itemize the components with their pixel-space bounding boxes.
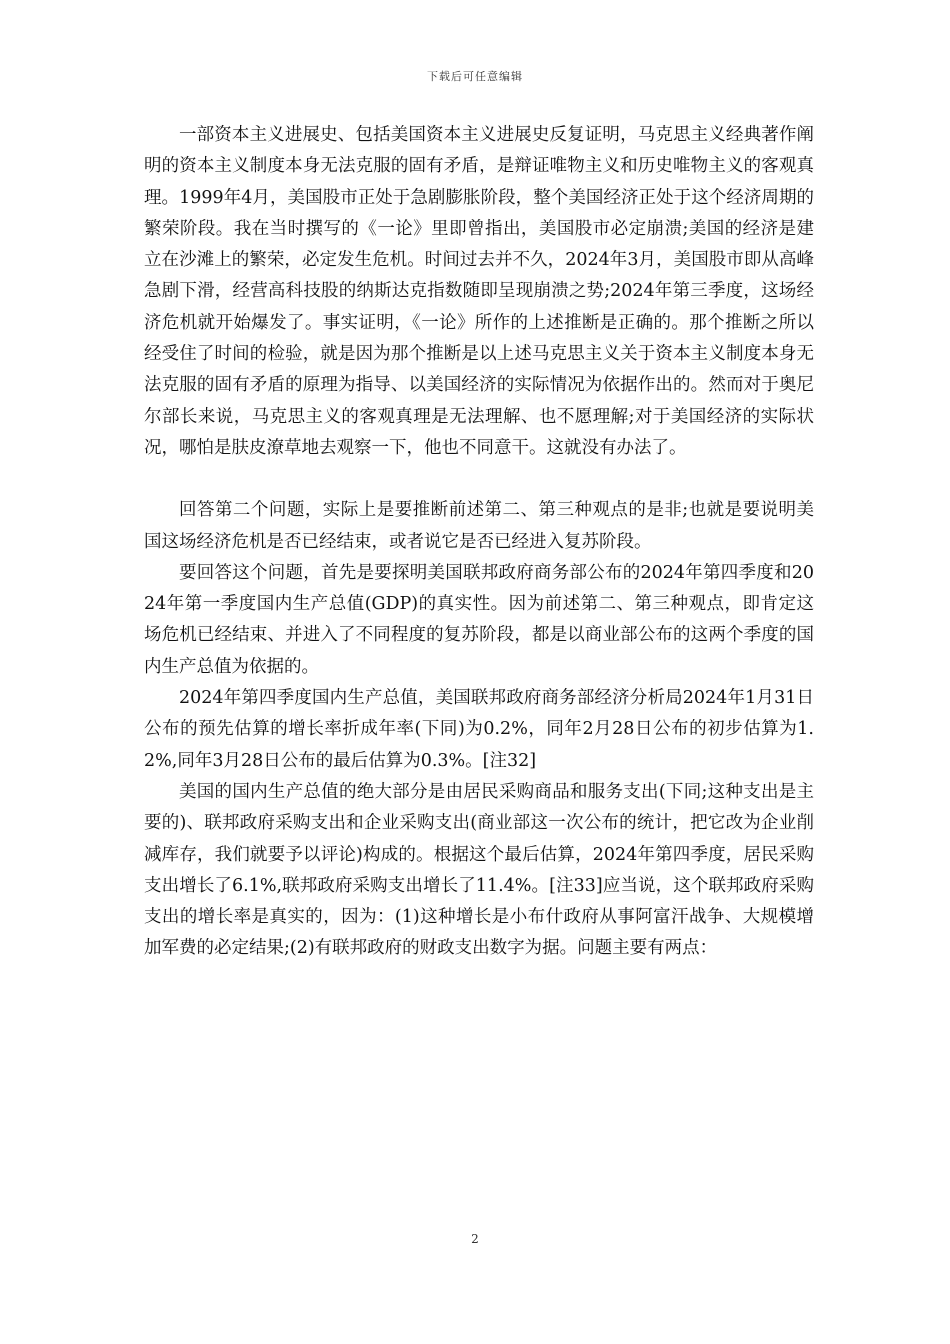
- paragraph-gap: [144, 464, 814, 495]
- document-body: [144, 120, 814, 965]
- paragraph-4: 2024年第四季度国内生产总值，美国联邦政府商务部经济分析局2024年1月31日公布的预先估算的增长率折成年率(下同)为0.2%，同年2月28日公布的初步估算为1.2%,同年3月28日公布的最后估算为0.3%。[注32]: [144, 688, 814, 771]
- paragraph-3: 要回答这个问题，首先是要探明美国联邦政府商务部公布的2024年第四季度和2024年第一季度国内生产总值(GDP)的真实性。因为前述第二、第三种观点，即肯定这场危机已经结束、并进入了不同程度的复苏阶段，都是以商业部公布的这两个季度的国内生产总值为依据的。: [144, 562, 814, 677]
- paragraph-1: 一部资本主义进展史、包括美国资本主义进展史反复证明，马克思主义经典著作阐明的资本主义制度本身无法克服的固有矛盾，是辩证唯物主义和历史唯物主义的客观真理。1999年4月，美国股市正处于急剧膨胀阶段，整个美国经济正处于这个经济周期的繁荣阶段。我在当时撰写的《一论》里即曾指出，美国股市必定崩溃;美国的经济是建立在沙滩上的繁荣，必定发生危机。时间过去并不久，2024年3月，美国股市即从高峰急剧下滑，经营高科技股的纳斯达克指数随即呈现崩溃之势;2024年第三季度，这场经济危机就开始爆发了。事实证明，《一论》所作的上述推断是正确的。那个推断之所以经受住了时间的检验，就是因为那个推断是以上述马克思主义关于资本主义制度本身无法克服的固有矛盾的原理为指导、以美国经济的实际情况为依据作出的。然而对于奥尼尔部长来说，马克思主义的客观真理是无法理解、也不愿理解;对于美国经济的实际状况，哪怕是肤皮潦草地去观察一下，他也不同意干。这就没有办法了。: [144, 125, 814, 458]
- paragraph-5: 美国的国内生产总值的绝大部分是由居民采购商品和服务支出(下同;这种支出是主要的)、联邦政府采购支出和企业采购支出(商业部这一次公布的统计，把它改为企业削减库存，我们就要予以评论)构成的。根据这个最后估算，2024年第四季度，居民采购支出增长了6.1%,联邦政府采购支出增长了11.4%。[注33]应当说，这个联邦政府采购支出的增长率是真实的，因为：(1)这种增长是小布什政府从事阿富汗战争、大规模增加军费的必定结果;(2)有联邦政府的财政支出数字为据。问题主要有两点：: [144, 781, 814, 959]
- page-number: 2: [471, 1232, 479, 1246]
- paragraph-2: 回答第二个问题，实际上是要推断前述第二、第三种观点的是非;也就是要说明美国这场经济危机是否已经结束，或者说它是否已经进入复苏阶段。: [144, 500, 814, 552]
- page-header: 下载后可任意编辑: [427, 70, 523, 83]
